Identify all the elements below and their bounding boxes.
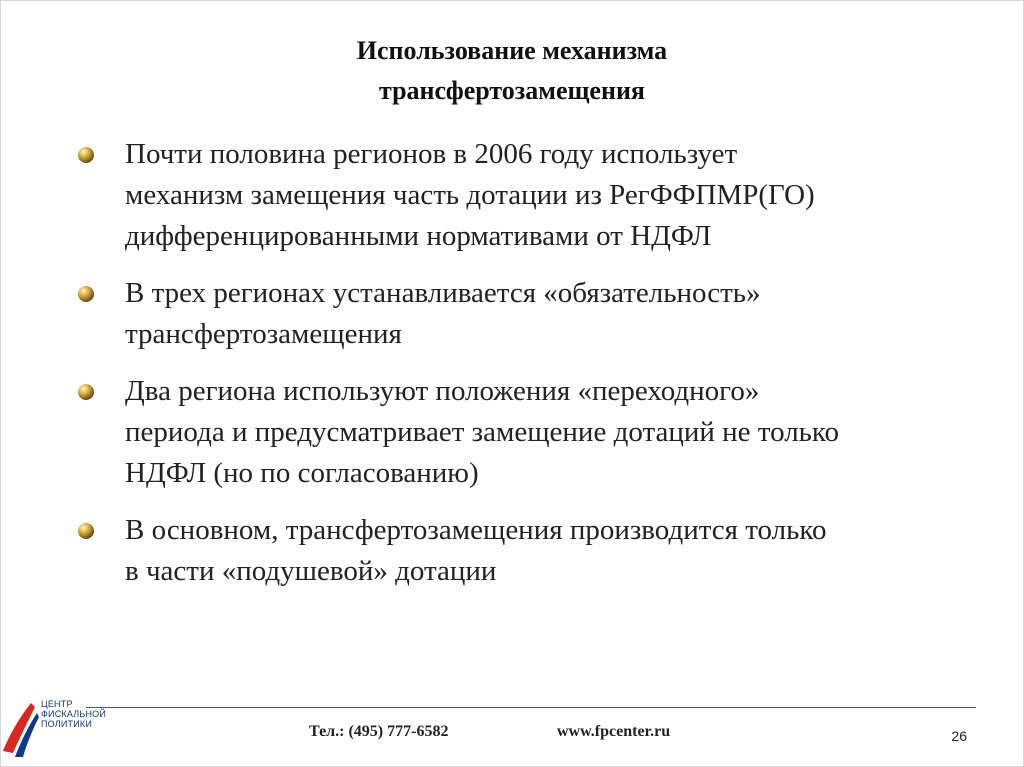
- footer-website-link[interactable]: www.fpcenter.ru: [557, 723, 671, 740]
- bullet-1-line-3: дифференцированными нормативами от НДФЛ: [125, 220, 712, 252]
- bullet-item-4: [71, 510, 976, 592]
- bullet-3-line-2: периода и предусматривает замещение дотаций не только: [125, 416, 840, 448]
- gold-sphere-icon: [77, 146, 95, 164]
- bullet-3-line-3: НДФЛ (но по согласованию): [125, 457, 479, 489]
- bullet-3-line-1: Два региона используют положения «переходного»: [125, 375, 760, 407]
- slide-title-line-2: трансфертозамещения: [378, 76, 646, 105]
- bullet-2-line-2: трансфертозамещения: [125, 318, 402, 350]
- gold-sphere-icon: [77, 285, 95, 303]
- slide-title: [1, 31, 1023, 111]
- page-number: 26: [951, 728, 967, 744]
- bullet-1-line-1: Почти половина регионов в 2006 году использует: [125, 138, 738, 170]
- slide-title-line-1: Использование механизма: [356, 36, 668, 65]
- bullet-text-1: [125, 134, 976, 257]
- bullet-2-line-1: В трех регионах устанавливается «обязательность»: [125, 277, 761, 309]
- bullet-item-1: [71, 134, 976, 257]
- footer-phone: Тел.: (495) 777-6582: [309, 723, 449, 740]
- bullet-text-3: [125, 371, 976, 494]
- bullet-4-line-2: в части «подушевой» дотации: [125, 555, 497, 587]
- gold-sphere-icon: [77, 383, 95, 401]
- bullet-text-2: [125, 273, 976, 355]
- bullet-4-line-1: В основном, трансфертозамещения производится только: [125, 514, 827, 546]
- logo-line-2: ФИСКАЛЬНОЙ: [41, 709, 107, 719]
- logo-line-1: ЦЕНТР: [41, 699, 73, 709]
- logo-text: [41, 699, 106, 729]
- bullet-list: [71, 134, 976, 608]
- bullet-1-line-2: механизм замещения часть дотации из РегФФПМР(ГО): [125, 179, 815, 211]
- logo-line-3: ПОЛИТИКИ: [41, 719, 93, 729]
- footer-divider: [86, 707, 976, 708]
- bullet-item-2: [71, 273, 976, 355]
- bullet-text-4: [125, 510, 976, 592]
- bullet-item-3: [71, 371, 976, 494]
- gold-sphere-icon: [77, 522, 95, 540]
